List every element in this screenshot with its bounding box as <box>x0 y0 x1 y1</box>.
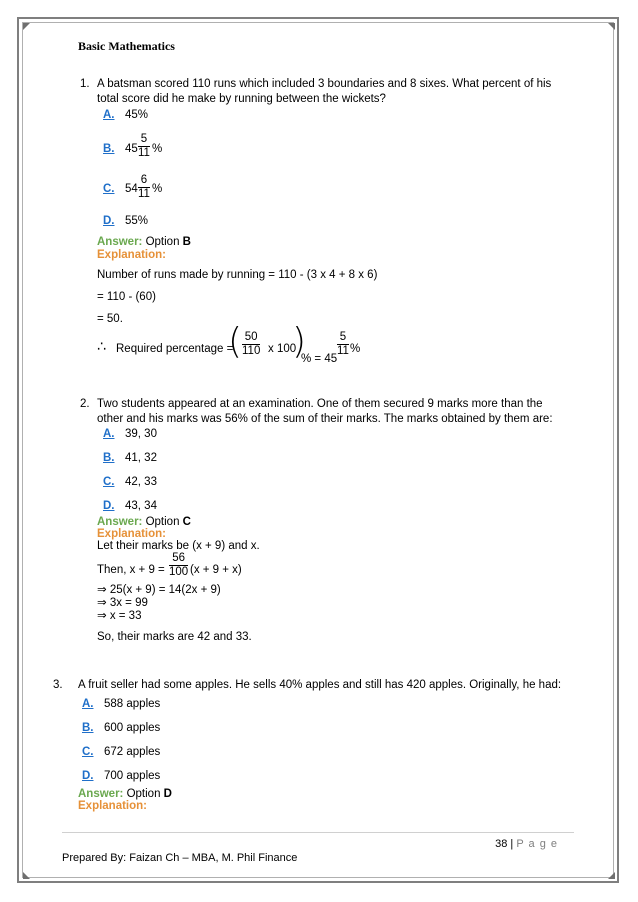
q1-answer-label: Answer: <box>97 236 143 248</box>
q1-required-percentage-label: Required percentage = <box>116 343 234 355</box>
q1-required-numerator: 50 <box>242 331 260 345</box>
left-paren: ( <box>228 321 243 362</box>
therefore-symbol: ∴ <box>97 338 106 354</box>
page-word: P a g e <box>516 838 558 850</box>
footer-divider <box>62 832 574 833</box>
q1-explanation-line-2: = 110 - (60) <box>97 291 156 303</box>
q2-answer-label: Answer: <box>97 516 143 528</box>
q1-explanation-line-3: = 50. <box>97 313 123 325</box>
q1-required-result-denominator: 11 <box>337 345 349 357</box>
q1-option-b-denominator: 11 <box>138 147 150 159</box>
question-1-line-1: A batsman scored 110 runs which included 3 boundaries and 8 sixes. What percent of his <box>97 78 552 90</box>
q3-option-b-text: 600 apples <box>104 722 161 734</box>
q3-option-d-letter[interactable]: D. <box>82 770 94 782</box>
corner-ornament-top-left <box>23 23 30 30</box>
q3-option-d-text: 700 apples <box>104 770 161 782</box>
q2-then-fraction <box>169 552 188 579</box>
q1-explanation-label: Explanation: <box>97 249 167 261</box>
question-2-line-2: other and his marks was 56% of the sum of their marks. The marks obtained by them are: <box>97 413 553 425</box>
q2-implies-line-2: ⇒ 3x = 99 <box>97 597 148 609</box>
question-3-number: 3. <box>53 679 63 691</box>
q2-then-numerator: 56 <box>169 552 188 566</box>
q1-option-b-letter[interactable]: B. <box>103 143 115 155</box>
q1-option-c-letter[interactable]: C. <box>103 183 115 195</box>
page-header: Basic Mathematics <box>78 39 175 53</box>
q1-option-d-letter[interactable]: D. <box>103 215 115 227</box>
q1-option-b-whole: 45 <box>125 143 138 155</box>
prepared-by: Prepared By: Faizan Ch – MBA, M. Phil Finance <box>62 852 298 864</box>
q3-answer-value: D <box>163 788 172 800</box>
q1-explanation-line-1: Number of runs made by running = 110 - (3 x 4 + 8 x 6) <box>97 269 378 281</box>
q2-option-d-text: 43, 34 <box>125 500 157 512</box>
q3-option-a-text: 588 apples <box>104 698 161 710</box>
q1-required-percent: % <box>350 343 361 355</box>
q1-option-a-letter[interactable]: A. <box>103 109 115 121</box>
q2-option-c-text: 42, 33 <box>125 476 157 488</box>
q1-option-d-text: 55% <box>125 215 149 227</box>
q1-option-c-suffix: % <box>152 183 163 195</box>
page-number-separator: | <box>510 838 514 850</box>
q2-then-rest: (x + 9 + x) <box>190 564 242 576</box>
q1-option-c-numerator: 6 <box>138 174 150 188</box>
page-number <box>495 838 558 850</box>
q2-then-denominator: 100 <box>169 566 189 578</box>
q1-option-c-fraction <box>138 174 150 201</box>
q2-implies-line-1: ⇒ 25(x + 9) = 14(2x + 9) <box>97 584 221 596</box>
q1-required-times: x 100 <box>268 343 297 355</box>
q2-explanation-line-1: Let their marks be (x + 9) and x. <box>97 540 260 552</box>
q1-option-b-numerator: 5 <box>138 133 150 147</box>
q1-answer-text: Option <box>145 236 180 248</box>
q2-explanation-label: Explanation: <box>97 528 167 540</box>
q2-then-label: Then, x + 9 = <box>97 564 165 576</box>
q3-explanation-label: Explanation: <box>78 800 148 812</box>
question-1-number: 1. <box>80 78 90 90</box>
q3-option-a-letter[interactable]: A. <box>82 698 94 710</box>
q2-answer-value: C <box>182 516 191 528</box>
q2-implies-line-3: ⇒ x = 33 <box>97 610 142 622</box>
q1-option-c-denominator: 11 <box>138 188 150 200</box>
q1-required-denominator: 110 <box>242 345 261 357</box>
question-2-number: 2. <box>80 398 90 410</box>
q1-required-fraction <box>242 331 260 358</box>
q1-required-result-fraction <box>337 331 349 358</box>
right-paren: ) <box>292 321 307 362</box>
q1-required-result-numerator: 5 <box>337 331 349 345</box>
q2-option-a-text: 39, 30 <box>125 428 157 440</box>
q2-option-d-letter[interactable]: D. <box>103 500 115 512</box>
q2-conclusion: So, their marks are 42 and 33. <box>97 631 252 643</box>
page-number-value: 38 <box>495 838 508 850</box>
q3-option-b-letter[interactable]: B. <box>82 722 94 734</box>
q1-answer-value: B <box>182 236 191 248</box>
q2-answer-text: Option <box>145 516 180 528</box>
q3-option-c-letter[interactable]: C. <box>82 746 94 758</box>
corner-ornament-bottom-right <box>608 872 615 879</box>
corner-ornament-top-right <box>608 23 615 30</box>
q2-option-b-letter[interactable]: B. <box>103 452 115 464</box>
q1-option-b-suffix: % <box>152 143 163 155</box>
question-2-line-1: Two students appeared at an examination. One of them secured 9 marks more than the <box>97 398 543 410</box>
q1-option-c-whole: 54 <box>125 183 138 195</box>
q1-option-a-text: 45% <box>125 109 149 121</box>
q1-required-equals: % = 45 <box>301 353 338 365</box>
question-1-line-2: total score did he make by running between the wickets? <box>97 93 386 105</box>
question-2-text <box>97 397 567 427</box>
q1-option-b-fraction <box>138 133 150 160</box>
q2-option-c-letter[interactable]: C. <box>103 476 115 488</box>
q1-answer <box>97 235 191 249</box>
q3-option-c-text: 672 apples <box>104 746 161 758</box>
question-1-text <box>97 77 567 107</box>
q2-option-a-letter[interactable]: A. <box>103 428 115 440</box>
question-3-text <box>78 678 598 693</box>
q3-answer-text: Option <box>126 788 161 800</box>
corner-ornament-bottom-left <box>23 872 30 879</box>
q3-answer-label: Answer: <box>78 788 124 800</box>
question-3-line-1: A fruit seller had some apples. He sells 40% apples and still has 420 apples. Originally, he had: <box>78 679 562 691</box>
q2-option-b-text: 41, 32 <box>125 452 157 464</box>
